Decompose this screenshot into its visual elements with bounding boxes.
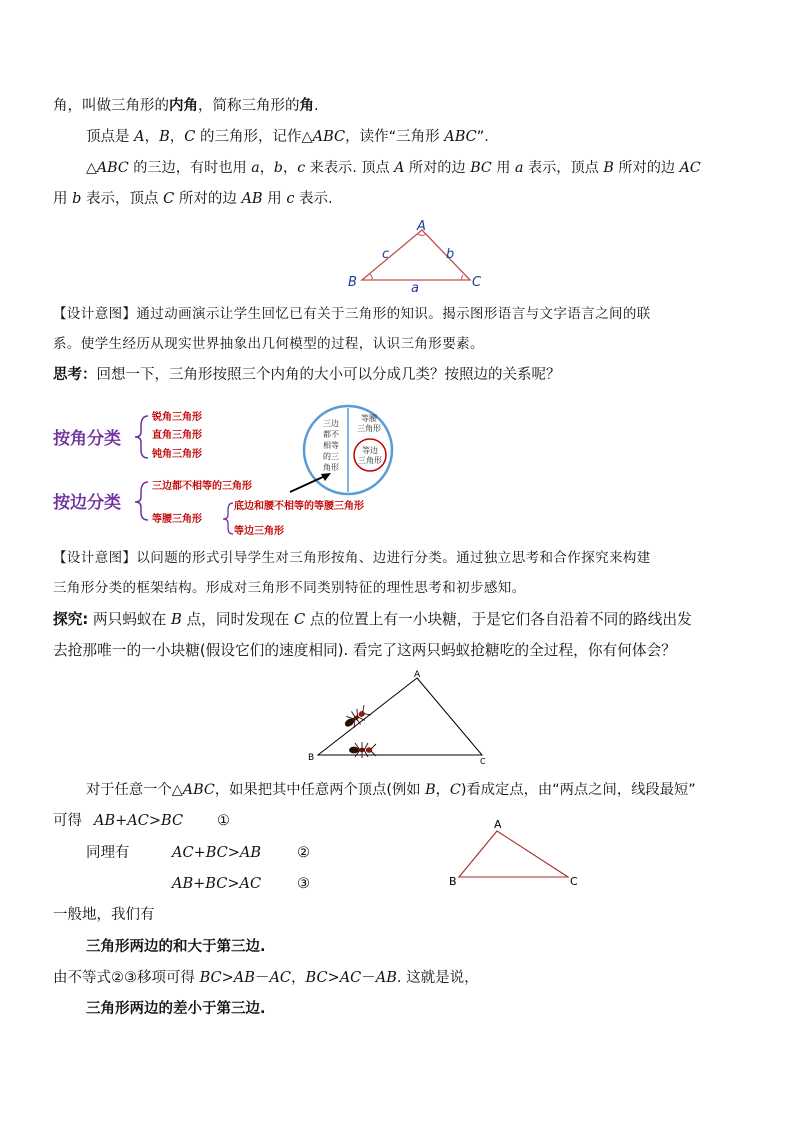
text-span: 顶点是 <box>86 129 135 145</box>
math-op: － <box>254 970 270 986</box>
text-span: ， <box>283 160 298 176</box>
small-triangle-shape <box>459 831 568 877</box>
theorem-sum: 三角形两边的和大于第三边. <box>86 939 266 955</box>
isosceles-triangle-label: 等腰三角形 <box>152 514 202 525</box>
text-span: 用 <box>262 191 287 207</box>
math-op: － <box>361 970 376 986</box>
side-label-b: b <box>446 247 455 262</box>
math-op: > <box>148 813 162 829</box>
text-line <box>86 158 701 178</box>
text-span: 表示，顶点 <box>81 191 164 207</box>
text-span: ， <box>144 129 160 145</box>
inequality-1 <box>94 811 183 831</box>
same-reason-label: 同理有 <box>86 845 130 861</box>
text-span: 的三角形，记作 <box>195 129 302 145</box>
math-op: > <box>327 970 340 986</box>
math-var: B <box>171 611 182 628</box>
math-var: AC <box>172 845 194 861</box>
math-op: > <box>221 970 234 986</box>
text-span: 来表示. 顶点 <box>305 160 395 176</box>
think-text: 回想一下，三角形按照三个内角的大小可以分成几类？按照边的关系呢？ <box>96 367 561 383</box>
triangle-symbol: △ <box>171 782 183 798</box>
non-equilateral-isosceles-label: 底边和腰不相等的等腰三角形 <box>234 501 364 512</box>
acute-triangle-label: 锐角三角形 <box>152 412 202 423</box>
angle-mark-a <box>418 234 426 236</box>
math-var: BC <box>161 813 184 829</box>
math-var: AB <box>375 970 397 986</box>
text-span: 点，同时发现在 <box>181 611 294 628</box>
math-var: C <box>449 782 461 798</box>
math-var: AC <box>239 876 262 892</box>
math-op: > <box>227 845 240 861</box>
equation-number-3: ③ <box>297 876 310 892</box>
circle-left-text: 三边 <box>323 419 339 428</box>
inequality-2 <box>172 843 261 863</box>
text-span: 对于任意一个 <box>86 782 172 798</box>
theorem-difference: 三角形两边的差小于第三边. <box>86 1001 266 1017</box>
text-span: 所对的边 <box>174 191 242 207</box>
triangle-small-figure <box>445 815 585 890</box>
text-span: . <box>314 98 319 114</box>
design-intent-line: 系。使学生经历从现实世界抽象出几何模型的过程，认识三角形要素。 <box>53 336 484 352</box>
angle-mark-c <box>462 275 463 280</box>
text-span: 由不等式②③移项可得 <box>53 970 200 986</box>
text-line <box>53 96 319 116</box>
think-question <box>53 365 561 385</box>
ant-icon <box>349 742 376 758</box>
text-span: )看成定点，由“两点之间，线段最短” <box>460 782 696 798</box>
design-intent-line: 【设计意图】通过动画演示让学生回忆已有关于三角形的知识。揭示图形语言与文字语言之间的联 <box>53 306 651 322</box>
circle-left-text: 相等 <box>323 441 339 450</box>
text-span: ，如果把其中任意两个顶点(例如 <box>214 782 426 798</box>
equilateral-triangle-label: 等边三角形 <box>234 526 284 537</box>
math-var: c <box>286 191 295 207</box>
math-var: C <box>293 611 306 628</box>
math-var: BC <box>199 970 222 986</box>
term-inner-angle: 内角 <box>169 98 198 114</box>
math-var: b <box>273 160 284 176</box>
vertex-label-a: A <box>417 219 426 234</box>
vertex-label-c: C <box>570 875 578 888</box>
scalene-triangle-label: 三边都不相等的三角形 <box>152 481 252 492</box>
text-span: ”. <box>476 129 489 145</box>
side-label-c: c <box>382 247 390 262</box>
explore-line: 去抢那唯一的一小块糖(假设它们的速度相同). 看完了这两只蚂蚁抢糖吃的全过程，你有何体会？ <box>53 642 676 659</box>
explore-line <box>53 610 692 630</box>
text-line <box>53 189 333 209</box>
vertex-label-c: C <box>480 757 486 766</box>
text-span: 角，叫做三角形的 <box>53 98 169 114</box>
triangle-abc-figure <box>340 218 490 296</box>
math-var: ABC <box>96 160 129 176</box>
math-var: AB <box>233 970 255 986</box>
text-span: 可得 <box>53 813 82 829</box>
equation-number-1: ① <box>217 813 230 829</box>
text-span: ， <box>291 970 306 986</box>
triangle-symbol: △ <box>86 160 97 176</box>
math-var: BC <box>470 160 492 176</box>
math-var: AB <box>94 813 116 829</box>
vertex-label-a: A <box>414 670 421 680</box>
math-var: AC <box>127 813 149 829</box>
math-var: a <box>514 160 524 176</box>
text-span: 表示. <box>294 191 333 207</box>
math-var: BC <box>205 845 228 861</box>
brace-side <box>135 482 148 520</box>
text-span: 表示，顶点 <box>523 160 604 176</box>
text-line <box>86 127 489 147</box>
circle-right-text: 等腰 <box>361 414 377 423</box>
text-span: ， <box>435 782 450 798</box>
vertex-label-c: C <box>472 275 482 290</box>
math-var: AC <box>269 970 292 986</box>
text-line <box>86 780 696 800</box>
inequality-line-1 <box>53 811 82 831</box>
math-var: AB <box>172 876 194 892</box>
math-var: A <box>394 160 405 176</box>
math-var: AB <box>241 191 263 207</box>
math-var: C <box>163 191 175 207</box>
text-span: ， <box>259 160 274 176</box>
text-line <box>53 968 479 988</box>
math-op: + <box>193 876 206 892</box>
text-span: ，读作“三角形 <box>345 129 445 145</box>
math-var: AC <box>679 160 701 176</box>
text-span: 的三边，有时也用 <box>128 160 252 176</box>
math-var: A <box>134 129 145 145</box>
circle-left-text: 的三 <box>323 452 339 461</box>
by-side-label: 按边分类 <box>53 493 121 513</box>
math-op: + <box>115 813 128 829</box>
term-angle: 角 <box>299 98 314 114</box>
inequality-3 <box>172 874 261 894</box>
ant-icon <box>341 703 372 732</box>
math-var: ABC <box>182 782 215 798</box>
side-label-a: a <box>411 281 419 296</box>
triangle-symbol: △ <box>301 129 313 145</box>
vertex-label-b: B <box>348 275 357 290</box>
ants-triangle-figure <box>300 668 500 768</box>
text-span: 用 <box>53 191 73 207</box>
circle-inner-text: 三角形 <box>358 456 382 465</box>
text-span: 两只蚂蚁在 <box>88 611 172 628</box>
math-var: ABC <box>312 129 346 145</box>
equation-number-2: ② <box>297 845 310 861</box>
general-statement: 一般地，我们有 <box>53 907 155 923</box>
math-var: BC <box>305 970 328 986</box>
explore-label: 探究: <box>53 611 89 628</box>
circle-inner-text: 等边 <box>362 446 378 455</box>
text-span: . 这就是说， <box>396 970 479 986</box>
vertex-label-a: A <box>494 818 502 831</box>
math-var: b <box>72 191 82 207</box>
math-var: AB <box>239 845 262 861</box>
classification-diagram <box>50 400 410 545</box>
text-span: 所对的边 <box>404 160 471 176</box>
math-var: ABC <box>444 129 477 145</box>
by-angle-label: 按角分类 <box>53 429 121 449</box>
vertex-label-b: B <box>308 753 315 763</box>
think-label: 思考： <box>53 367 97 383</box>
math-var: a <box>251 160 260 176</box>
brace-isosceles <box>223 503 233 534</box>
angle-mark-b <box>370 274 372 280</box>
text-span: 点的位置上有一小块糖，于是它们各自沿着不同的路线出发 <box>305 611 692 628</box>
obtuse-triangle-label: 钝角三角形 <box>152 449 202 460</box>
math-var: C <box>184 129 196 145</box>
circle-left-text: 都不 <box>323 430 339 439</box>
design-intent-line: 【设计意图】以问题的形式引导学生对三角形按角、边进行分类。通过独立思考和合作探究来构建 <box>53 550 651 566</box>
brace-angle <box>135 416 148 458</box>
text-span: 所对的边 <box>613 160 680 176</box>
circle-left-text: 角形 <box>323 463 339 472</box>
vertex-label-b: B <box>449 875 457 888</box>
right-triangle-label: 直角三角形 <box>152 430 202 441</box>
math-op: > <box>227 876 240 892</box>
math-var: B <box>603 160 614 176</box>
math-var: c <box>297 160 306 176</box>
text-span: ， <box>169 129 185 145</box>
circle-right-text: 三角形 <box>357 424 381 433</box>
text-span: ，简称三角形的 <box>198 98 300 114</box>
math-var: B <box>425 782 436 798</box>
math-var: BC <box>205 876 228 892</box>
text-span: 用 <box>491 160 515 176</box>
ants-triangle-shape <box>318 678 482 755</box>
design-intent-line: 三角形分类的框架结构。形成对三角形不同类别特征的理性思考和初步感知。 <box>53 580 526 596</box>
math-var: B <box>159 129 170 145</box>
math-op: + <box>193 845 206 861</box>
math-var: AC <box>339 970 362 986</box>
